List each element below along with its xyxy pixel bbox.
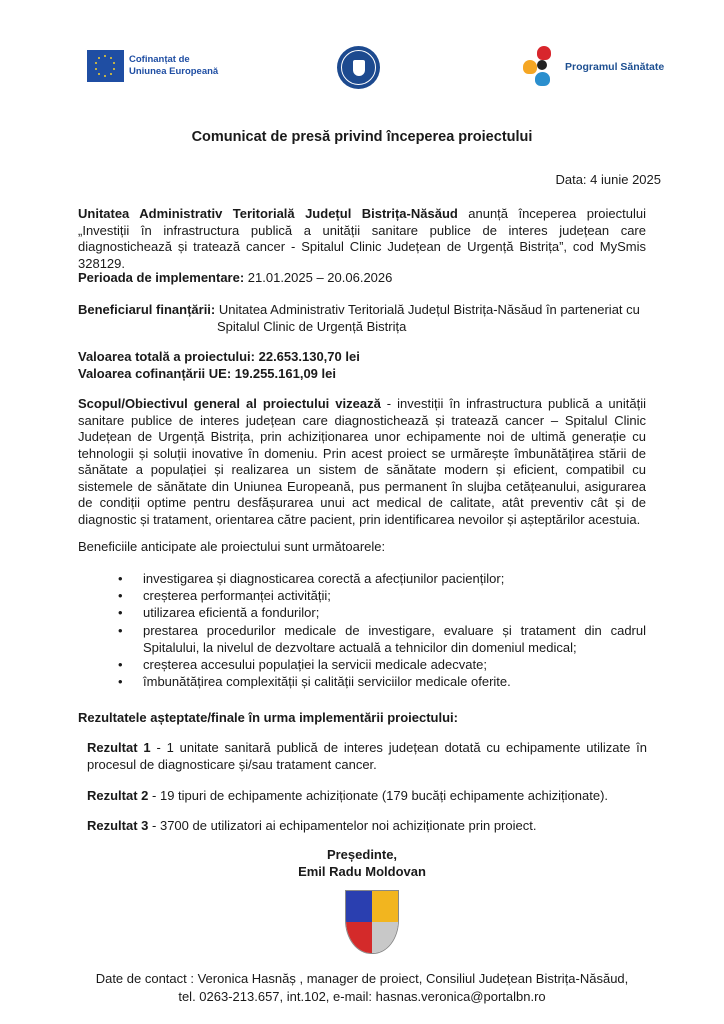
eu-flag-icon [87,50,124,82]
signature-name: Emil Radu Moldovan [298,864,426,879]
result-text: - 3700 de utilizatori ai echipamentelor noi achiziționate prin proiect. [148,818,537,833]
eu-cofunding-logo [87,50,218,82]
eu-logo-line2: Uniunea Europeană [129,66,219,77]
implementation-period [78,270,646,287]
list-item: • prestarea procedurilor medicale de investigare, evaluare și tratament din cadrul Spitalului, la nivelul de dezvoltare actuală a tehnicilor din domeniul medical; [118,622,646,656]
benefits-intro: Beneficiile anticipate ale proiectului sunt următoarele: [78,539,386,554]
result-3 [87,818,647,835]
list-item: • îmbunătățirea complexității și calității serviciilor medicale oferite. [118,673,646,690]
project-values [78,349,646,382]
contact-line1: Date de contact : Veronica Hasnăș , manager de proiect, Consiliul Județean Bistrița-Năsăud, [95,971,629,986]
result-label: Rezultat 3 [87,818,149,833]
total-value: Valoarea totală a proiectului: 22.653.130,70 lei [78,349,360,364]
programul-sanatate-label: Programul Sănătate [565,61,665,73]
programul-sanatate-logo [523,46,664,88]
result-text: - 19 tipuri de echipamente achiziționate (179 bucăți echipamente achiziționate). [148,788,609,803]
header-logos [0,46,724,92]
benefits-list [118,570,646,690]
result-2 [87,788,647,805]
contact-info [0,970,724,1006]
contact-line2: tel. 0263-213.657, int.102, e-mail: hasnas.veronica@portalbn.ro [178,989,546,1004]
objective-label: Scopul/Obiectivul general al proiectului vizează [78,396,381,411]
signature-block [0,846,724,880]
result-1 [87,740,647,773]
beneficiary [78,302,658,335]
objective-paragraph [78,396,646,528]
results-heading [78,710,646,727]
beneficiary-label: Beneficiarul finanțării: [78,302,216,317]
intro-text: anunță începerea proiectului „Investiții în infrastructura publică a unității sanitare publice de interes județean care diagnostichează și tratează cancer - Spitalul Clinic Județean de Urgență Bistrița”, cod MySmis 328129. [78,206,646,271]
period-label: Perioada de implementare: [78,270,245,285]
page-title: Comunicat de presă privind începerea proiectului [191,129,533,145]
beneficiary-value-line1: Unitatea Administrativ Teritorială Județul Bistrița-Năsăud în parteneriat cu [215,302,640,317]
programul-sanatate-icon [523,46,561,88]
result-label: Rezultat 1 [87,740,151,755]
objective-text: - investiții în infrastructura publică a unității sanitare publice de interes județean care diagnostichează și tratează cancer – Spitalul Clinic Județean de Urgență Bistrița, prin achiziționarea unor echipamente noi de ultimă generație cu tehnologii și soluții inovative în domeniu. Prin acest proiect se urmărește îmbunătățirea stării de sănătate a populației și realizarea un sistem de sănătate modern și eficient, compatibil cu sistemele de sănătate din Uniunea Europeană, pus permanent în slujba cetățeanului, asigurarea de condiții optime pentru desfășurarea unui act medical de calitate, atât preventiv cât și de diagnostic și tratament, orientarea către pacient, prin identificarea nevoilor și așteptărilor acestuia. [78,396,646,527]
result-label: Rezultat 2 [87,788,149,803]
list-item: • investigarea și diagnosticarea corectă a afecțiunilor pacienților; [118,570,646,587]
bistrita-nasaud-coat-of-arms-icon [345,890,399,954]
list-item: • creșterea performanței activității; [118,587,646,604]
results-heading-text: Rezultatele așteptate/finale în urma implementării proiectului: [78,710,458,725]
intro-entity: Unitatea Administrativ Teritorială Județul Bistrița-Năsăud [78,206,458,221]
beneficiary-value-line2: Spitalul Clinic de Urgență Bistrița [217,318,407,334]
signature-role: Președinte, [326,847,398,862]
eu-logo-line1: Cofinanțat de [129,54,190,65]
eu-cofinancing-value: Valoarea cofinanțării UE: 19.255.161,09 lei [78,365,336,381]
intro-paragraph [78,206,646,272]
list-item: • utilizarea eficientă a fondurilor; [118,604,646,621]
document-date: Data: 4 iunie 2025 [555,172,661,187]
result-text: - 1 unitate sanitară publică de interes județean dotată cu echipamente utilizate în procesul de diagnosticare și/sau tratament cancer. [87,740,647,772]
guvernul-romaniei-seal-icon [337,46,380,89]
period-value: 21.01.2025 – 20.06.2026 [244,270,393,285]
list-item: • creșterea accesului populației la servicii medicale adecvate; [118,656,646,673]
